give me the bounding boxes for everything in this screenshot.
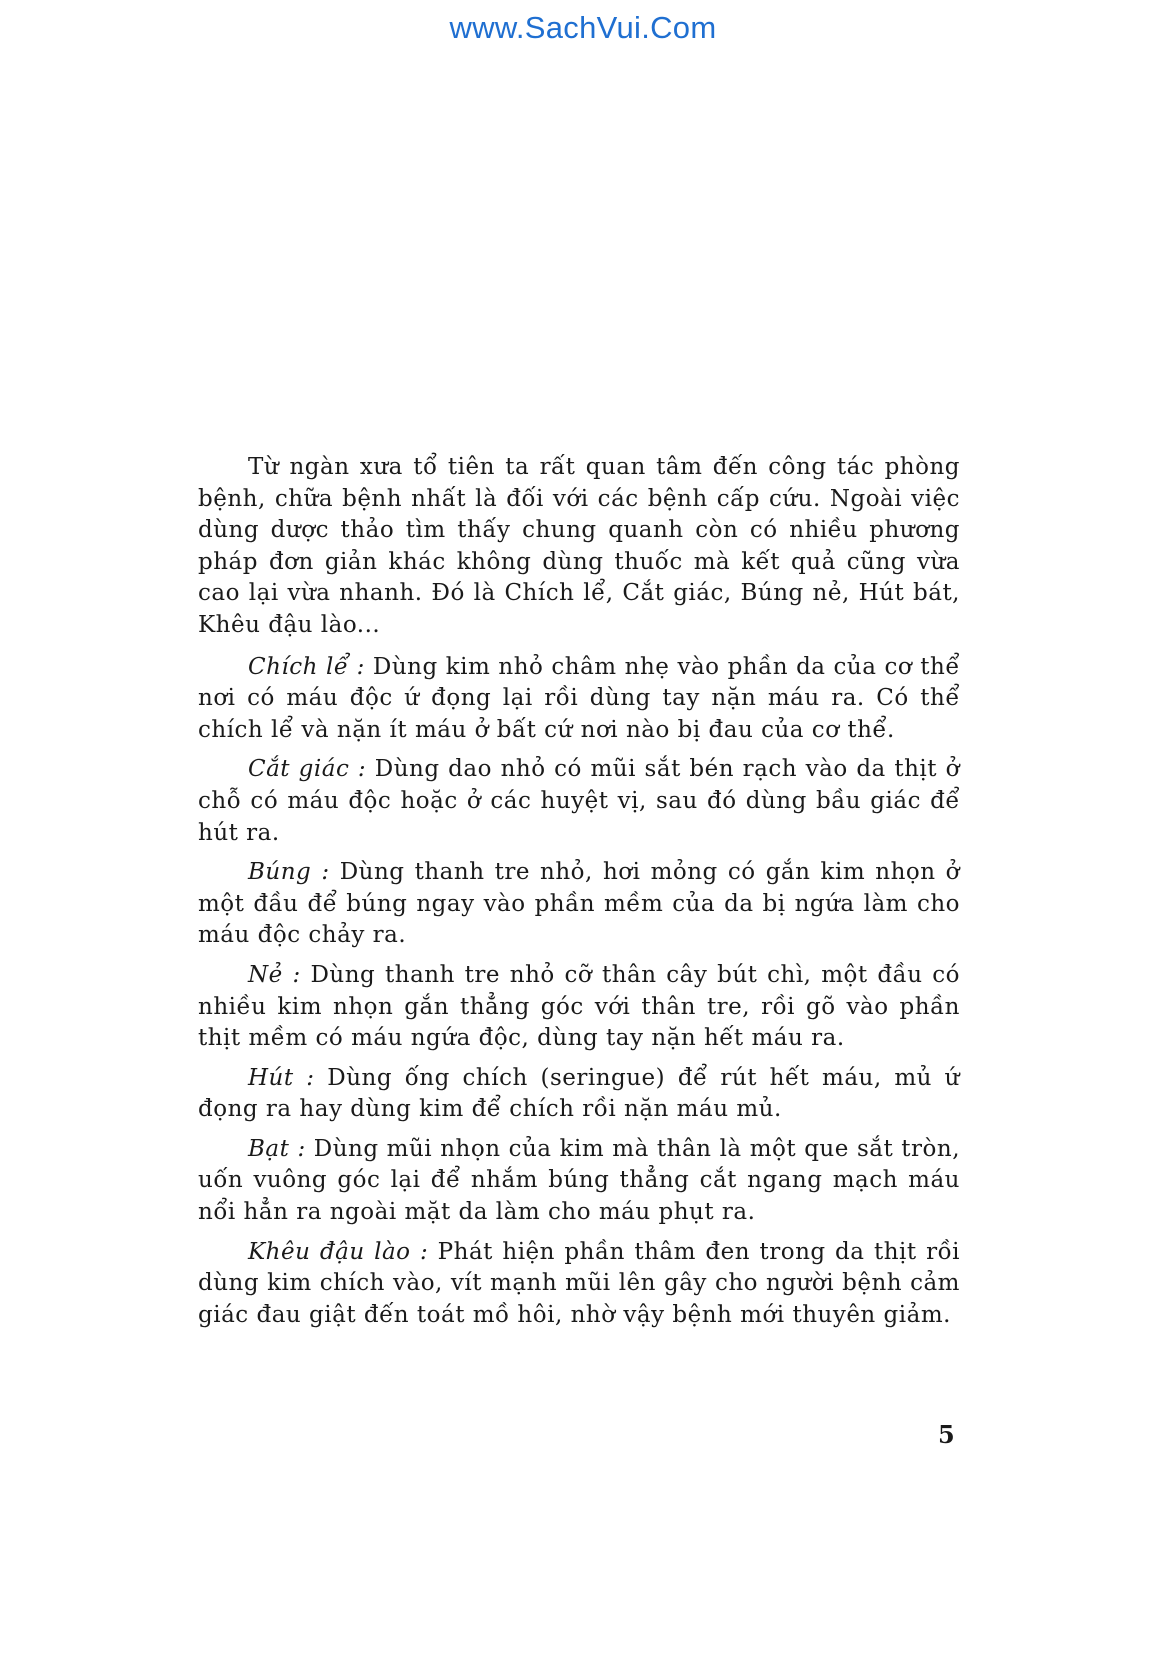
method-paragraph-bat (198, 1134, 960, 1229)
method-paragraph-ne (198, 960, 960, 1055)
method-paragraph-kheu-dau-lao (198, 1237, 960, 1332)
method-text: Dùng kim nhỏ châm nhẹ vào phần da của cơ thể nơi có máu độc ứ đọng lại rồi dùng tay nặn máu ra. Có thể chích lể và nặn ít máu ở bất cứ nơi nào bị đau của cơ thể. (198, 653, 960, 743)
method-term: Hút : (248, 1064, 315, 1091)
method-paragraph-chich-le (198, 652, 960, 747)
method-paragraph-bung (198, 857, 960, 952)
method-term: Nẻ : (248, 961, 301, 988)
method-paragraph-hut (198, 1063, 960, 1126)
method-text: Dùng dao nhỏ có mũi sắt bén rạch vào da thịt ở chỗ có máu độc hoặc ở các huyệt vị, sau đó dùng bầu giác để hút ra. (198, 756, 960, 846)
method-term: Chích lể : (248, 653, 365, 680)
page-body (198, 452, 960, 1339)
method-text: Dùng ống chích (seringue) để rút hết máu, mủ ứ đọng ra hay dùng kim để chích rồi nặn máu mủ. (198, 1064, 960, 1123)
method-term: Cắt giác : (248, 756, 367, 783)
method-term: Búng : (248, 859, 330, 886)
method-term: Bạt : (248, 1135, 306, 1162)
method-text: Dùng mũi nhọn của kim mà thân là một que sắt tròn, uốn vuông góc lại để nhắm búng thẳng cắt ngang mạch máu nổi hẳn ra ngoài mặt da làm cho máu phụt ra. (198, 1135, 961, 1226)
method-text: Phát hiện phần thâm đen trong da thịt rồi dùng kim chích vào, vít mạnh mũi lên gây cho người bệnh cảm giác đau giật đến toát mồ hôi, nhờ vậy bệnh mới thuyên giảm. (198, 1238, 960, 1328)
page-number: 5 (938, 1420, 955, 1449)
method-paragraph-cat-giac (198, 754, 960, 849)
watermark-link[interactable]: www.SachVui.Com (449, 10, 717, 45)
method-term: Khêu đậu lào : (248, 1238, 429, 1265)
intro-paragraph: Từ ngàn xưa tổ tiên ta rất quan tâm đến công tác phòng bệnh, chữa bệnh nhất là đối với các bệnh cấp cứu. Ngoài việc dùng dược thảo tìm thấy chung quanh còn có nhiều phương pháp đơn giản khác không dùng thuốc mà kết quả cũng vừa cao lại vừa nhanh. Đó là Chích lể, Cắt giác, Búng nẻ, Hút bát, Khêu đậu lào... (198, 454, 960, 638)
method-text: Dùng thanh tre nhỏ, hơi mỏng có gắn kim nhọn ở một đầu để búng ngay vào phần mềm của da bị ngứa làm cho máu độc chảy ra. (198, 859, 960, 949)
method-text: Dùng thanh tre nhỏ cỡ thân cây bút chì, một đầu có nhiều kim nhọn gắn thẳng góc với thân tre, rồi gõ vào phần thịt mềm có máu ngứa độc, dùng tay nặn hết máu ra. (198, 961, 960, 1052)
